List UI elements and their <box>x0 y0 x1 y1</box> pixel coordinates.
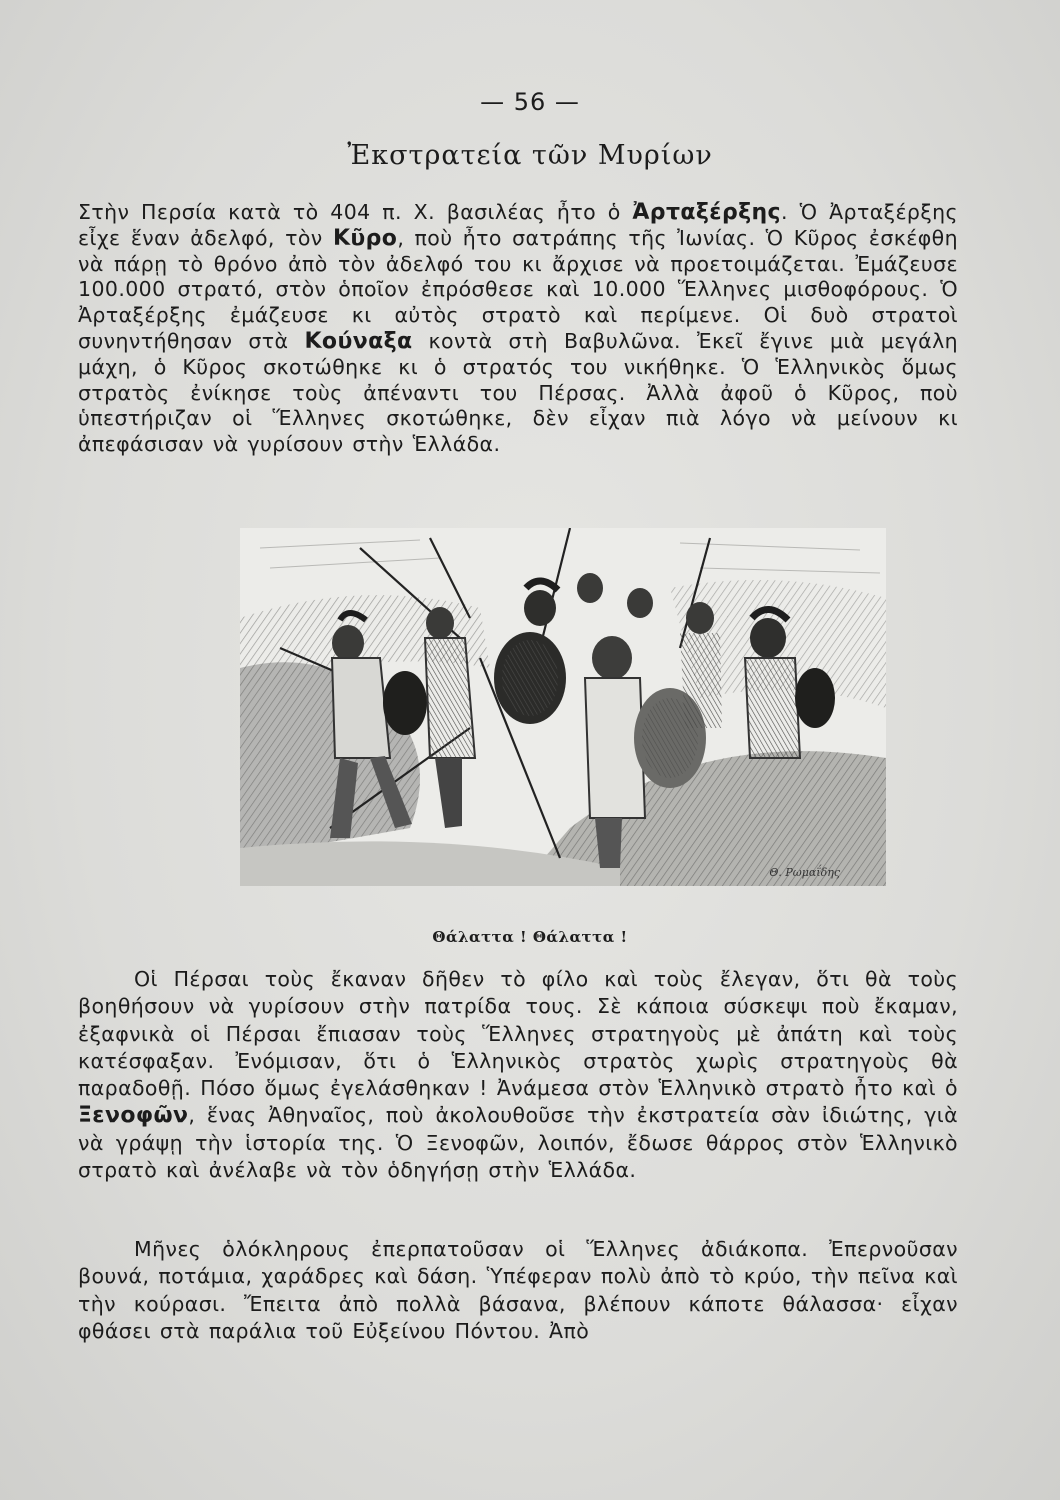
paragraph-1 <box>78 200 958 458</box>
paragraph-2-text-a: Οἱ Πέρσαι τοὺς ἔκαναν δῆθεν τὸ φίλο καὶ τοὺς ἔλεγαν, ὅτι θὰ τοὺς βοηθήσουν νὰ γυρίσουν στὴν πατρίδα τους. Σὲ κάποια σύσκεψι ποὺ ἔκαμαν, ἐξαφνικὰ οἱ Πέρσαι ἔπιασαν τοὺς Ἕλληνες στρατηγοὺς μὲ ἀπάτη καὶ τοὺς κατέσφαξαν. Ἐνόμισαν, ὅτι ὁ Ἑλληνικὸς στρατὸς χωρὶς στρατηγοὺς θὰ παραδοθῇ. Πόσο ὅμως ἐγελάσθηκαν ! Ἀνάμεσα στὸν Ἑλληνικὸ στρατὸ ἦτο καὶ ὁ <box>78 967 958 1101</box>
place-kounaxa: Κούναξα <box>304 328 413 354</box>
name-xenophon: Ξενοφῶν <box>78 1103 189 1129</box>
paragraph-1-text-d: κοντὰ στὴ Βαβυλῶνα. Ἐκεῖ ἔγινε μιὰ μεγάλη μάχη, ὁ Κῦρος σκοτώθηκε κι ὁ στρατός του νικήθηκε. Ὁ Ἑλληνικὸς ὅμως στρατὸς ἐνίκησε τοὺς ἀπέναντι του Πέρσας. Ἀλλὰ ἀφοῦ ὁ Κῦρος, ποὺ ὑπεστήριζαν οἱ Ἕλληνες σκοτώθηκε, δὲν εἶχαν πιὰ λόγο νὰ μείνουν κι ἀπεφάσισαν νὰ γυρίσουν στὴν Ἑλλάδα. <box>78 328 958 457</box>
page-number: — 56 — <box>480 88 580 116</box>
illustration-caption: Θάλαττα ! Θάλαττα ! <box>432 928 628 946</box>
paragraph-1-text-a: Στὴν Περσία κατὰ τὸ 404 π. Χ. βασιλέας ἦτο ὁ <box>78 200 633 224</box>
paragraph-3: Μῆνες ὁλόκληρους ἐπερπατοῦσαν οἱ Ἕλληνες ἀδιάκοπα. Ἐπερνοῦσαν βουνά, ποτάμια, χαράδρες καὶ δάση. Ὑπέφεραν πολὺ ἀπὸ τὸ κρύο, τὴν πεῖνα καὶ τὴν κούρασι. Ἔπειτα ἀπὸ πολλὰ βάσανα, βλέπουν κάποτε θάλασσα· εἶχαν φθάσει στὰ παράλια τοῦ Εὐξείνου Πόντου. Ἀπὸ <box>78 1237 958 1343</box>
paragraph-2 <box>78 966 958 1184</box>
chapter-title: Ἐκστρατεία τῶν Μυρίων <box>347 140 713 171</box>
illustration-greek-hoplites <box>240 528 886 886</box>
paragraph-1-text-b: . Ὁ Ἀρταξέρξης εἶχε ἕναν ἀδελφό, τὸν <box>78 200 958 250</box>
paragraph-1-text-c: , ποὺ ἦτο σατράπης τῆς Ἰωνίας. Ὁ Κῦρος ἐσκέφθη νὰ πάρῃ τὸ θρόνο ἀπὸ τὸν ἀδελφό του κι ἄρχισε νὰ προετοιμάζεται. Ἐμάζευσε 100.000 στρατό, στὸν ὁποῖον ἐπρόσθεσε καὶ 10.000 Ἕλληνες μισθοφόρους. Ὁ Ἀρταξέρξης ἐμάζευσε κι αὐτὸς στρατὸ καὶ περίμενε. Οἱ δυὸ στρατοὶ συνηντήθησαν στὰ <box>78 225 958 353</box>
hoplites-drawing <box>240 528 886 886</box>
artist-signature: Θ. Ρωμαΐδης <box>769 866 840 879</box>
paragraph-2-text-b: , ἕνας Ἀθηναῖος, ποὺ ἀκολουθοῦσε τὴν ἐκστρατεία σὰν ἰδιώτης, γιὰ νὰ γράψῃ τὴν ἱστορία της. Ὁ Ξενοφῶν, λοιπόν, ἔδωσε θάρρος στὸν Ἑλληνικὸ στρατὸ καὶ ἀνέλαβε νὰ τὸν ὁδηγήσῃ στὴν Ἑλλάδα. <box>78 1103 958 1183</box>
name-kyros: Κῦρο <box>332 225 398 251</box>
name-artaxerxes: Ἀρταξέρξης <box>632 200 781 225</box>
